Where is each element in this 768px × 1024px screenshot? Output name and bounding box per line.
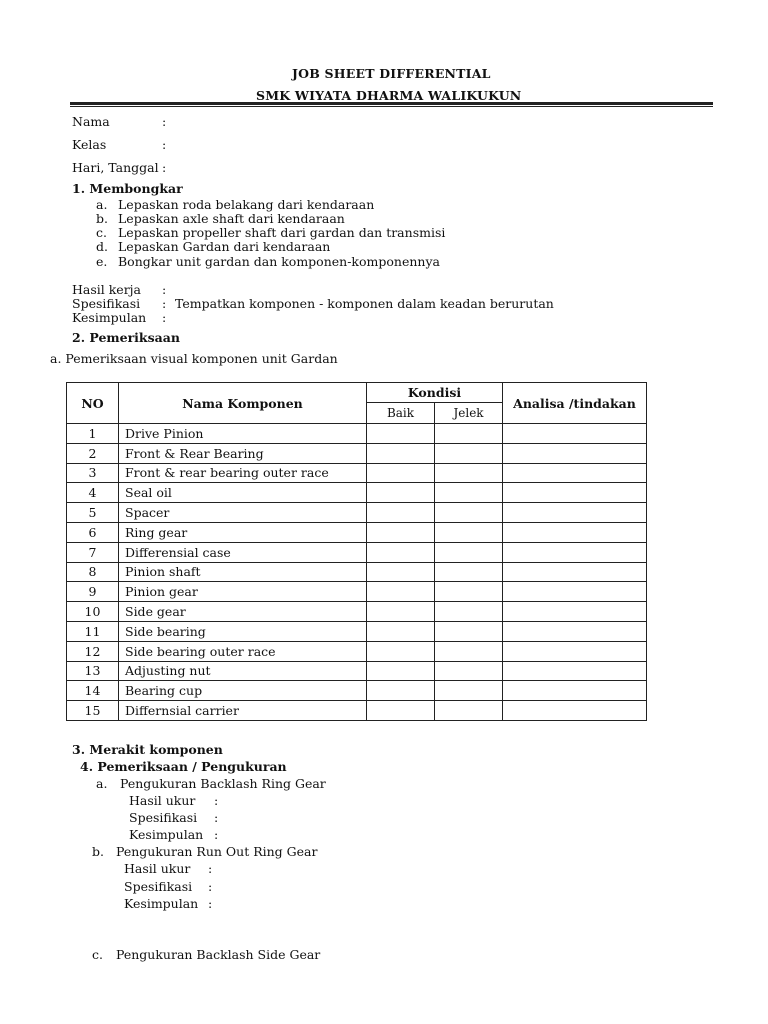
row-jelek-cell[interactable] (435, 542, 503, 562)
row-nama: Side bearing outer race (119, 641, 367, 661)
row-baik-cell[interactable] (367, 483, 435, 503)
section-pemeriksaan-title: 2. Pemeriksaan (72, 330, 180, 345)
row-analisa-cell[interactable] (503, 582, 647, 602)
row-no: 12 (67, 641, 119, 661)
measure-b-hasil-label: Hasil ukur (124, 861, 191, 876)
table-row (67, 701, 647, 721)
row-jelek-cell[interactable] (435, 522, 503, 542)
row-baik-cell[interactable] (367, 641, 435, 661)
nama-colon: : (162, 114, 167, 129)
col-kondisi-header: Kondisi (367, 383, 503, 403)
hari-tanggal-colon: : (162, 160, 167, 175)
col-no-header: NO (67, 383, 119, 424)
row-analisa-cell[interactable] (503, 463, 647, 483)
row-jelek-cell[interactable] (435, 582, 503, 602)
step-marker: d. (96, 239, 108, 254)
table-row (67, 542, 647, 562)
row-baik-cell[interactable] (367, 602, 435, 622)
step-marker: b. (96, 211, 108, 226)
row-no: 6 (67, 522, 119, 542)
row-jelek-cell[interactable] (435, 661, 503, 681)
measure-a-spesifikasi-label: Spesifikasi (129, 810, 198, 825)
row-nama: Spacer (119, 503, 367, 523)
row-analisa-cell[interactable] (503, 562, 647, 582)
row-nama: Drive Pinion (119, 424, 367, 444)
row-jelek-cell[interactable] (435, 701, 503, 721)
col-jelek-header: Jelek (435, 403, 503, 424)
kesimpulan-label: Kesimpulan (72, 310, 147, 325)
step-marker: a. (96, 197, 108, 212)
row-analisa-cell[interactable] (503, 443, 647, 463)
section-membongkar-title: 1. Membongkar (72, 181, 183, 196)
step-text: Lepaskan axle shaft dari kendaraan (118, 211, 345, 226)
row-nama: Differensial case (119, 542, 367, 562)
hasil-kerja-colon: : (162, 282, 167, 297)
row-jelek-cell[interactable] (435, 602, 503, 622)
row-nama: Pinion gear (119, 582, 367, 602)
row-nama: Side bearing (119, 621, 367, 641)
row-baik-cell[interactable] (367, 661, 435, 681)
row-baik-cell[interactable] (367, 503, 435, 523)
kelas-colon: : (162, 137, 167, 152)
row-nama: Front & Rear Bearing (119, 443, 367, 463)
measure-b-spesifikasi-colon: : (208, 879, 213, 894)
row-analisa-cell[interactable] (503, 641, 647, 661)
row-no: 10 (67, 602, 119, 622)
measure-a-spesifikasi-colon: : (214, 810, 219, 825)
row-baik-cell[interactable] (367, 582, 435, 602)
step-text: Bongkar unit gardan dan komponen-komponennya (118, 254, 440, 269)
table-row (67, 661, 647, 681)
measure-b-hasil-colon: : (208, 861, 213, 876)
row-nama: Side gear (119, 602, 367, 622)
table-header-row (67, 383, 647, 403)
col-nama-header: Nama Komponen (119, 383, 367, 424)
row-baik-cell[interactable] (367, 621, 435, 641)
col-analisa-header: Analisa /tindakan (503, 383, 647, 424)
table-row (67, 621, 647, 641)
row-no: 11 (67, 621, 119, 641)
component-table (66, 382, 647, 721)
step-text: Lepaskan roda belakang dari kendaraan (118, 197, 375, 212)
row-baik-cell[interactable] (367, 424, 435, 444)
row-analisa-cell[interactable] (503, 701, 647, 721)
header-rule-thin (70, 106, 713, 107)
measure-b-spesifikasi-label: Spesifikasi (124, 879, 193, 894)
measure-b-marker: b. (92, 844, 104, 859)
row-baik-cell[interactable] (367, 522, 435, 542)
row-baik-cell[interactable] (367, 542, 435, 562)
measure-a-hasil-label: Hasil ukur (129, 793, 196, 808)
row-no: 7 (67, 542, 119, 562)
table-row (67, 463, 647, 483)
row-baik-cell[interactable] (367, 701, 435, 721)
row-jelek-cell[interactable] (435, 463, 503, 483)
row-nama: Ring gear (119, 522, 367, 542)
table-row (67, 681, 647, 701)
table-row (67, 503, 647, 523)
row-nama: Pinion shaft (119, 562, 367, 582)
row-jelek-cell[interactable] (435, 443, 503, 463)
row-jelek-cell[interactable] (435, 681, 503, 701)
row-analisa-cell[interactable] (503, 483, 647, 503)
row-jelek-cell[interactable] (435, 503, 503, 523)
measure-c-title: Pengukuran Backlash Side Gear (116, 947, 321, 962)
row-nama: Seal oil (119, 483, 367, 503)
measure-a-hasil-colon: : (214, 793, 219, 808)
visual-inspection-subtitle: a. Pemeriksaan visual komponen unit Gardan (50, 351, 338, 366)
row-baik-cell[interactable] (367, 443, 435, 463)
table-row (67, 562, 647, 582)
row-jelek-cell[interactable] (435, 483, 503, 503)
table-row (67, 443, 647, 463)
table-row (67, 483, 647, 503)
row-baik-cell[interactable] (367, 681, 435, 701)
row-no: 9 (67, 582, 119, 602)
spesifikasi-value: Tempatkan komponen - komponen dalam keadan berurutan (175, 296, 554, 311)
col-baik-header: Baik (367, 403, 435, 424)
kesimpulan-colon: : (162, 310, 167, 325)
table-row (67, 582, 647, 602)
nama-label: Nama (72, 114, 110, 129)
hari-tanggal-label: Hari, Tanggal (72, 160, 159, 175)
row-analisa-cell[interactable] (503, 681, 647, 701)
row-no: 3 (67, 463, 119, 483)
kelas-label: Kelas (72, 137, 107, 152)
row-analisa-cell[interactable] (503, 503, 647, 523)
measure-a-kesimpulan-colon: : (214, 827, 219, 842)
step-marker: e. (96, 254, 108, 269)
row-analisa-cell[interactable] (503, 542, 647, 562)
header-rule-thick (70, 102, 713, 105)
row-analisa-cell[interactable] (503, 424, 647, 444)
school-name: SMK WIYATA DHARMA WALIKUKUN (256, 88, 522, 103)
row-nama: Differnsial carrier (119, 701, 367, 721)
document-title: JOB SHEET DIFFERENTIAL (292, 66, 491, 81)
row-baik-cell[interactable] (367, 562, 435, 582)
row-jelek-cell[interactable] (435, 424, 503, 444)
section-merakit-title: 3. Merakit komponen (72, 742, 223, 757)
table-row (67, 424, 647, 444)
row-jelek-cell[interactable] (435, 641, 503, 661)
row-no: 2 (67, 443, 119, 463)
row-baik-cell[interactable] (367, 463, 435, 483)
section-pengukuran-title: 4. Pemeriksaan / Pengukuran (80, 759, 287, 774)
row-analisa-cell[interactable] (503, 602, 647, 622)
row-analisa-cell[interactable] (503, 621, 647, 641)
measure-a-marker: a. (96, 776, 108, 791)
measure-b-kesimpulan-label: Kesimpulan (124, 896, 199, 911)
row-nama: Bearing cup (119, 681, 367, 701)
row-no: 15 (67, 701, 119, 721)
table-row (67, 522, 647, 542)
row-nama: Adjusting nut (119, 661, 367, 681)
row-no: 4 (67, 483, 119, 503)
step-text: Lepaskan propeller shaft dari gardan dan transmisi (118, 225, 446, 240)
row-no: 13 (67, 661, 119, 681)
row-analisa-cell[interactable] (503, 661, 647, 681)
measure-a-title: Pengukuran Backlash Ring Gear (120, 776, 326, 791)
row-jelek-cell[interactable] (435, 621, 503, 641)
measure-b-title: Pengukuran Run Out Ring Gear (116, 844, 318, 859)
row-no: 14 (67, 681, 119, 701)
spesifikasi-colon: : (162, 296, 167, 311)
measure-b-kesimpulan-colon: : (208, 896, 213, 911)
row-jelek-cell[interactable] (435, 562, 503, 582)
row-analisa-cell[interactable] (503, 522, 647, 542)
table-row (67, 602, 647, 622)
hasil-kerja-label: Hasil kerja (72, 282, 142, 297)
table-row (67, 641, 647, 661)
row-no: 1 (67, 424, 119, 444)
row-nama: Front & rear bearing outer race (119, 463, 367, 483)
row-no: 8 (67, 562, 119, 582)
measure-a-kesimpulan-label: Kesimpulan (129, 827, 204, 842)
row-no: 5 (67, 503, 119, 523)
measure-c-marker: c. (92, 947, 103, 962)
spesifikasi-label: Spesifikasi (72, 296, 141, 311)
step-marker: c. (96, 225, 107, 240)
step-text: Lepaskan Gardan dari kendaraan (118, 239, 331, 254)
